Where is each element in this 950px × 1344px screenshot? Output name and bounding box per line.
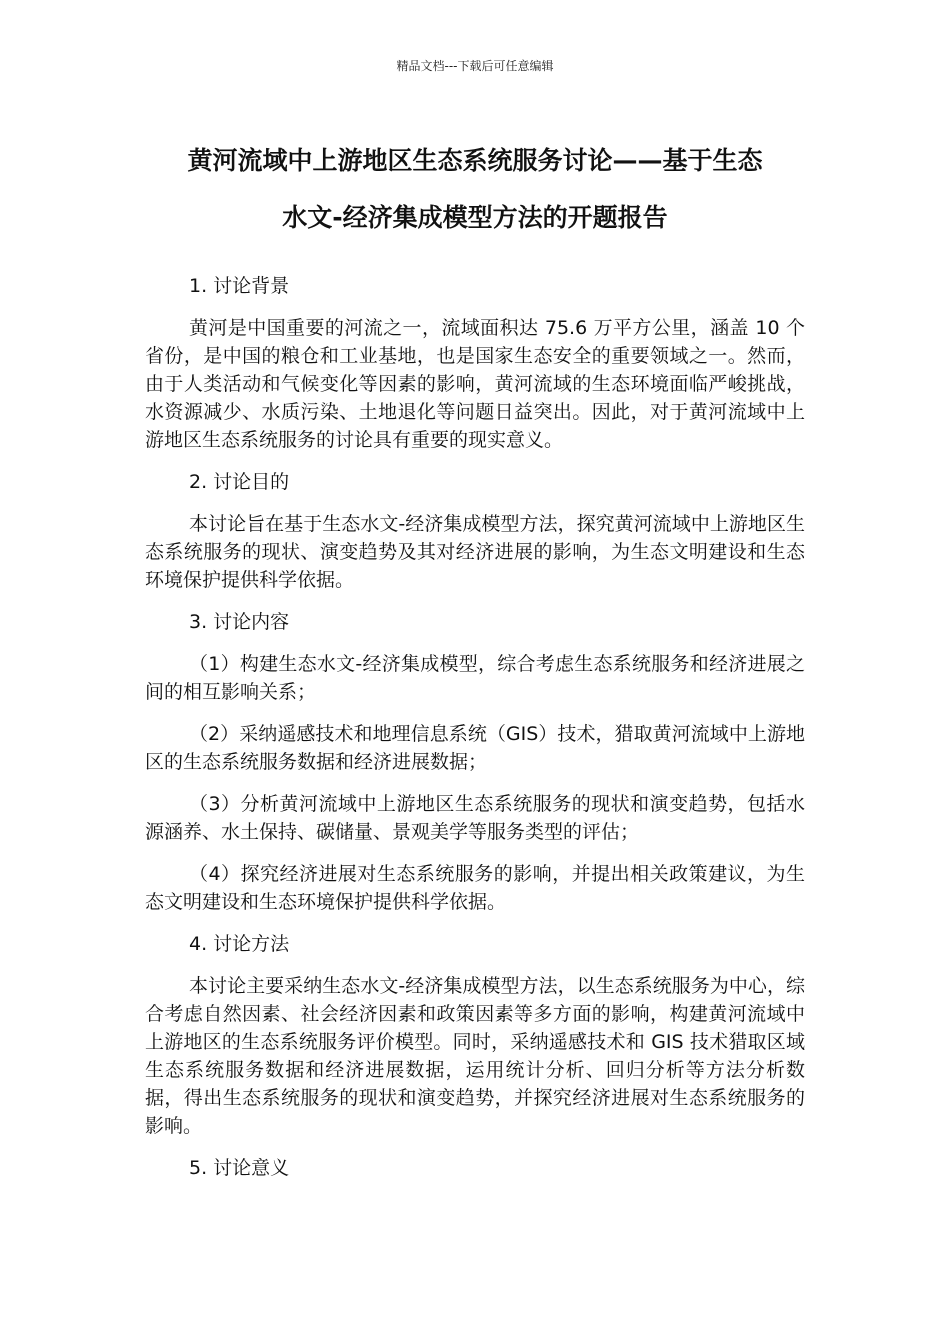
section-paragraph-background: 黄河是中国重要的河流之一，流域面积达 75.6 万平方公里，涵盖 10 个省份，是中国的粮仓和工业基地，也是国家生态安全的重要领域之一。然而，由于人类活动和气候变化等因素的影响，黄河流域的生态环境面临严峻挑战，水资源减少、水质污染、土地退化等问题日益突出。因此，对于黄河流域中上游地区生态系统服务的讨论具有重要的现实意义。 [145, 317, 805, 451]
title-line-1: 黄河流域中上游地区生态系统服务讨论——基于生态 [187, 146, 763, 175]
section-paragraph-purpose: 本讨论旨在基于生态水文-经济集成模型方法，探究黄河流域中上游地区生态系统服务的现状、演变趋势及其对经济进展的影响，为生态文明建设和生态环境保护提供科学依据。 [145, 513, 805, 591]
content-item-2: （2）采纳遥感技术和地理信息系统（GIS）技术，猎取黄河流域中上游地区的生态系统服务数据和经济进展数据； [145, 723, 805, 773]
document-body [145, 272, 805, 1196]
section-heading-purpose: 2. 讨论目的 [189, 471, 290, 493]
section-paragraph-method: 本讨论主要采纳生态水文-经济集成模型方法，以生态系统服务为中心，综合考虑自然因素、社会经济因素和政策因素等多方面的影响，构建黄河流域中上游地区的生态系统服务评价模型。同时，采纳遥感技术和 GIS 技术猎取区域生态系统服务数据和经济进展数据，运用统计分析、回归分析等方法分析数据，得出生态系统服务的现状和演变趋势，并探究经济进展对生态系统服务的影响。 [145, 975, 805, 1137]
document-title [130, 132, 820, 246]
section-heading-method: 4. 讨论方法 [189, 933, 290, 955]
content-item-3: （3）分析黄河流域中上游地区生态系统服务的现状和演变趋势，包括水源涵养、水土保持、碳储量、景观美学等服务类型的评估； [145, 793, 805, 843]
content-item-1: （1）构建生态水文-经济集成模型，综合考虑生态系统服务和经济进展之间的相互影响关系； [145, 653, 805, 703]
page-header: 精品文档---下载后可任意编辑 [396, 59, 554, 73]
section-heading-significance: 5. 讨论意义 [189, 1157, 290, 1179]
title-line-2: 水文-经济集成模型方法的开题报告 [282, 203, 668, 232]
content-item-4: （4）探究经济进展对生态系统服务的影响，并提出相关政策建议，为生态文明建设和生态环境保护提供科学依据。 [145, 863, 805, 913]
section-heading-background: 1. 讨论背景 [189, 275, 290, 297]
section-heading-content: 3. 讨论内容 [189, 611, 290, 633]
